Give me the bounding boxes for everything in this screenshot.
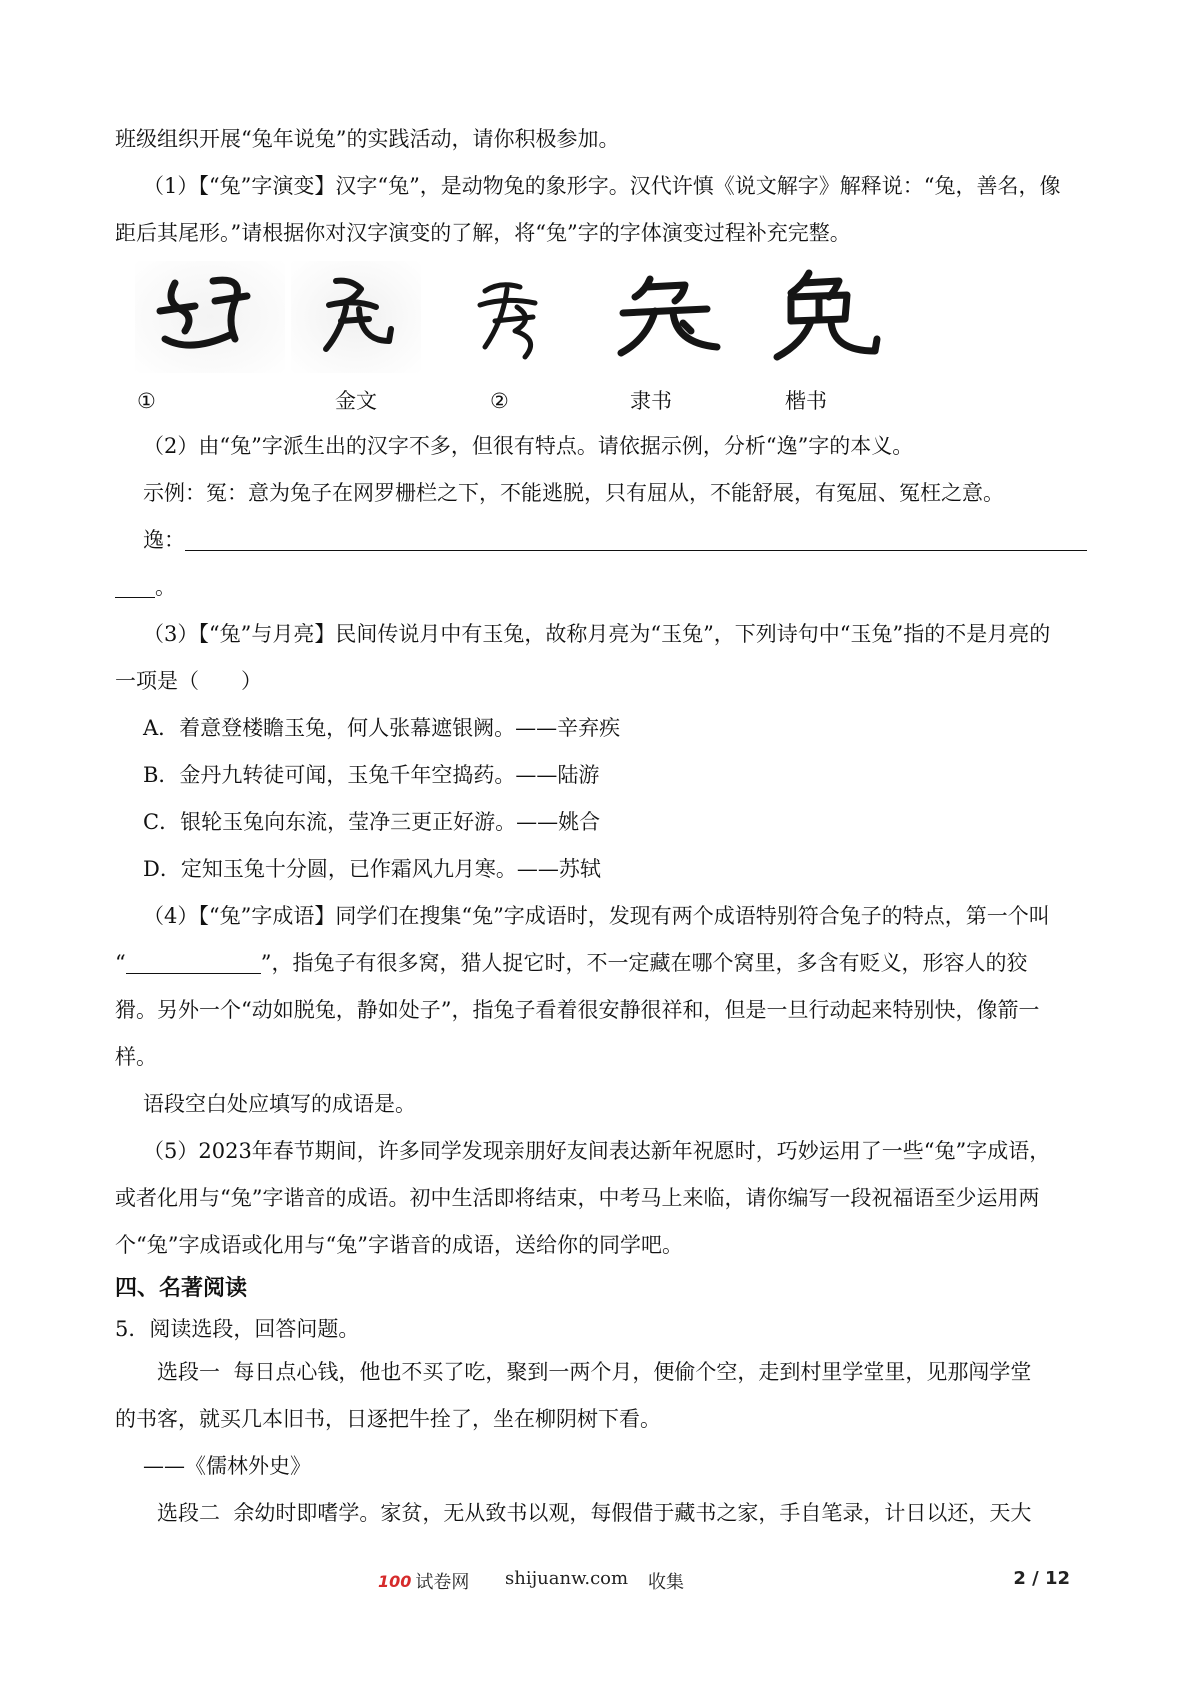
question-5-line-1: （5）2023年春节期间，许多同学发现亲朋好友间表达新年祝愿时，巧妙运用了一些“兔”字成语，	[143, 1139, 1051, 1163]
passage-1-line-1	[115, 1349, 1075, 1396]
question-5-line-2: 或者化用与“兔”字谐音的成语。初中生活即将结束，中考马上来临，请你编写一段祝福语至少运用两	[115, 1186, 1040, 1210]
passage-1-dotted-char: 他	[359, 1360, 381, 1384]
oracle-bone-glyph	[135, 261, 285, 373]
page-footer	[0, 1568, 1191, 1598]
passage-1-line-2: 的书客，就买几本旧书，日逐把牛拴了，坐在柳阴树下看。	[115, 1407, 661, 1431]
answer-end-mark: 。	[155, 575, 176, 599]
passage-1-source: ——《儒林外史》	[143, 1454, 311, 1478]
passage-2-text: 幼时即嗜学。家贫，无从致书以观，每假借于藏书之家，手自笔录，计日以还，天大	[254, 1501, 1032, 1525]
caption-bronze: 金文	[335, 389, 377, 413]
caption-blank-1: ①	[137, 389, 156, 413]
option-d: D．定知玉兔十分圆，已作霜风九月寒。——苏轼	[143, 857, 601, 881]
clerical-script-glyph	[595, 261, 735, 373]
bronze-glyph-icon	[291, 261, 421, 373]
option-c: C．银轮玉兔向东流，莹净三更正好游。——姚合	[143, 810, 601, 834]
page-content	[115, 116, 1075, 1537]
logo-text: 试卷网	[415, 1572, 470, 1593]
site-logo[interactable]	[378, 1568, 469, 1594]
passage-2-line-1	[115, 1490, 1075, 1537]
passage-1-text: 也不买了吃，聚到一两个月，便偷个空，走到村里学堂里，见那闯学堂	[380, 1360, 1032, 1384]
answer-label: 逸：	[143, 528, 185, 552]
character-evolution-figure	[115, 261, 1075, 379]
page-number: 2 / 12	[1013, 1568, 1070, 1589]
quote-open: “	[115, 951, 126, 975]
question-4-line-3: 猾。另外一个“动如脱兔，静如处子”，指兔子看着很安静很祥和，但是一旦行动起来特别快，像箭一	[115, 998, 1040, 1022]
section-4-heading: 四、名著阅读	[115, 1276, 248, 1301]
question-3-line-2: 一项是（ ）	[115, 669, 262, 693]
oracle-glyph-icon	[135, 261, 285, 373]
question-2-example: 示例：冤：意为兔子在网罗栅栏之下，不能逃脱，只有屈从，不能舒展，有冤屈、冤枉之意。	[143, 481, 1004, 505]
bronze-script-glyph	[291, 261, 421, 373]
caption-blank-2: ②	[490, 389, 509, 413]
caption-clerical: 隶书	[630, 389, 672, 413]
passage-1-label: 选段一 每日点心钱，	[157, 1360, 360, 1384]
question-5-line-3: 个“兔”字成语或化用与“兔”字谐音的成语，送给你的同学吧。	[115, 1233, 683, 1257]
regular-script-glyph	[751, 261, 891, 373]
question-4-line-2	[115, 940, 1075, 987]
question-5-reading-prompt: 5．阅读选段，回答问题。	[115, 1317, 360, 1341]
question-2-text: （2）由“兔”字派生出的汉字不多，但很有特点。请依据示例，分析“逸”字的本义。	[143, 434, 914, 458]
idiom-blank-line[interactable]	[126, 952, 261, 974]
passage-2-dotted-char: 余	[233, 1501, 255, 1525]
question-4-prompt: 语段空白处应填写的成语是。	[143, 1092, 416, 1116]
seal-script-glyph	[445, 261, 575, 373]
question-2-answer-continuation	[115, 564, 1075, 611]
question-4-line-4: 样。	[115, 1045, 157, 1069]
seal-glyph-icon	[445, 261, 575, 373]
question-4-line-2-rest: ”，指兔子有很多窝，猎人捉它时，不一定藏在哪个窝里，多含有贬义，形容人的狡	[260, 951, 1028, 975]
site-url[interactable]: shijuanw.com	[505, 1568, 629, 1589]
question-1-text: （1）【“兔”字演变】汉字“兔”，是动物兔的象形字。汉代许慎《说文解字》解释说：“兔，善名，像距后其尾形。”请根据你对汉字演变的了解，将“兔”字的字体演变过程补充完整。	[115, 174, 1061, 245]
caption-regular: 楷书	[785, 389, 827, 413]
clerical-glyph-icon	[595, 261, 735, 373]
intro-text: 班级组织开展“兔年说兔”的实践活动，请你积极参加。	[115, 127, 620, 151]
regular-glyph-icon	[751, 261, 891, 373]
option-b: B．金丹九转徒可闻，玉兔千年空捣药。——陆游	[143, 763, 600, 787]
passage-2-label: 选段二	[157, 1501, 234, 1525]
question-2-answer-line	[115, 517, 1075, 564]
option-a: A．着意登楼瞻玉兔，何人张幕遮银阙。——辛弃疾	[143, 716, 621, 740]
question-3-line-1: （3）【“兔”与月亮】民间传说月中有玉兔，故称月亮为“玉兔”，下列诗句中“玉兔”指的不是月亮的	[143, 622, 1051, 646]
logo-mark: 100	[378, 1571, 412, 1591]
evolution-captions	[115, 379, 1075, 423]
answer-blank-line[interactable]	[185, 529, 1087, 551]
collect-label: 收集	[648, 1572, 684, 1593]
question-4-line-1: （4）【“兔”字成语】同学们在搜集“兔”字成语时，发现有两个成语特别符合兔子的特点，第一个叫	[143, 904, 1050, 928]
answer-blank-line-end[interactable]	[115, 576, 155, 598]
